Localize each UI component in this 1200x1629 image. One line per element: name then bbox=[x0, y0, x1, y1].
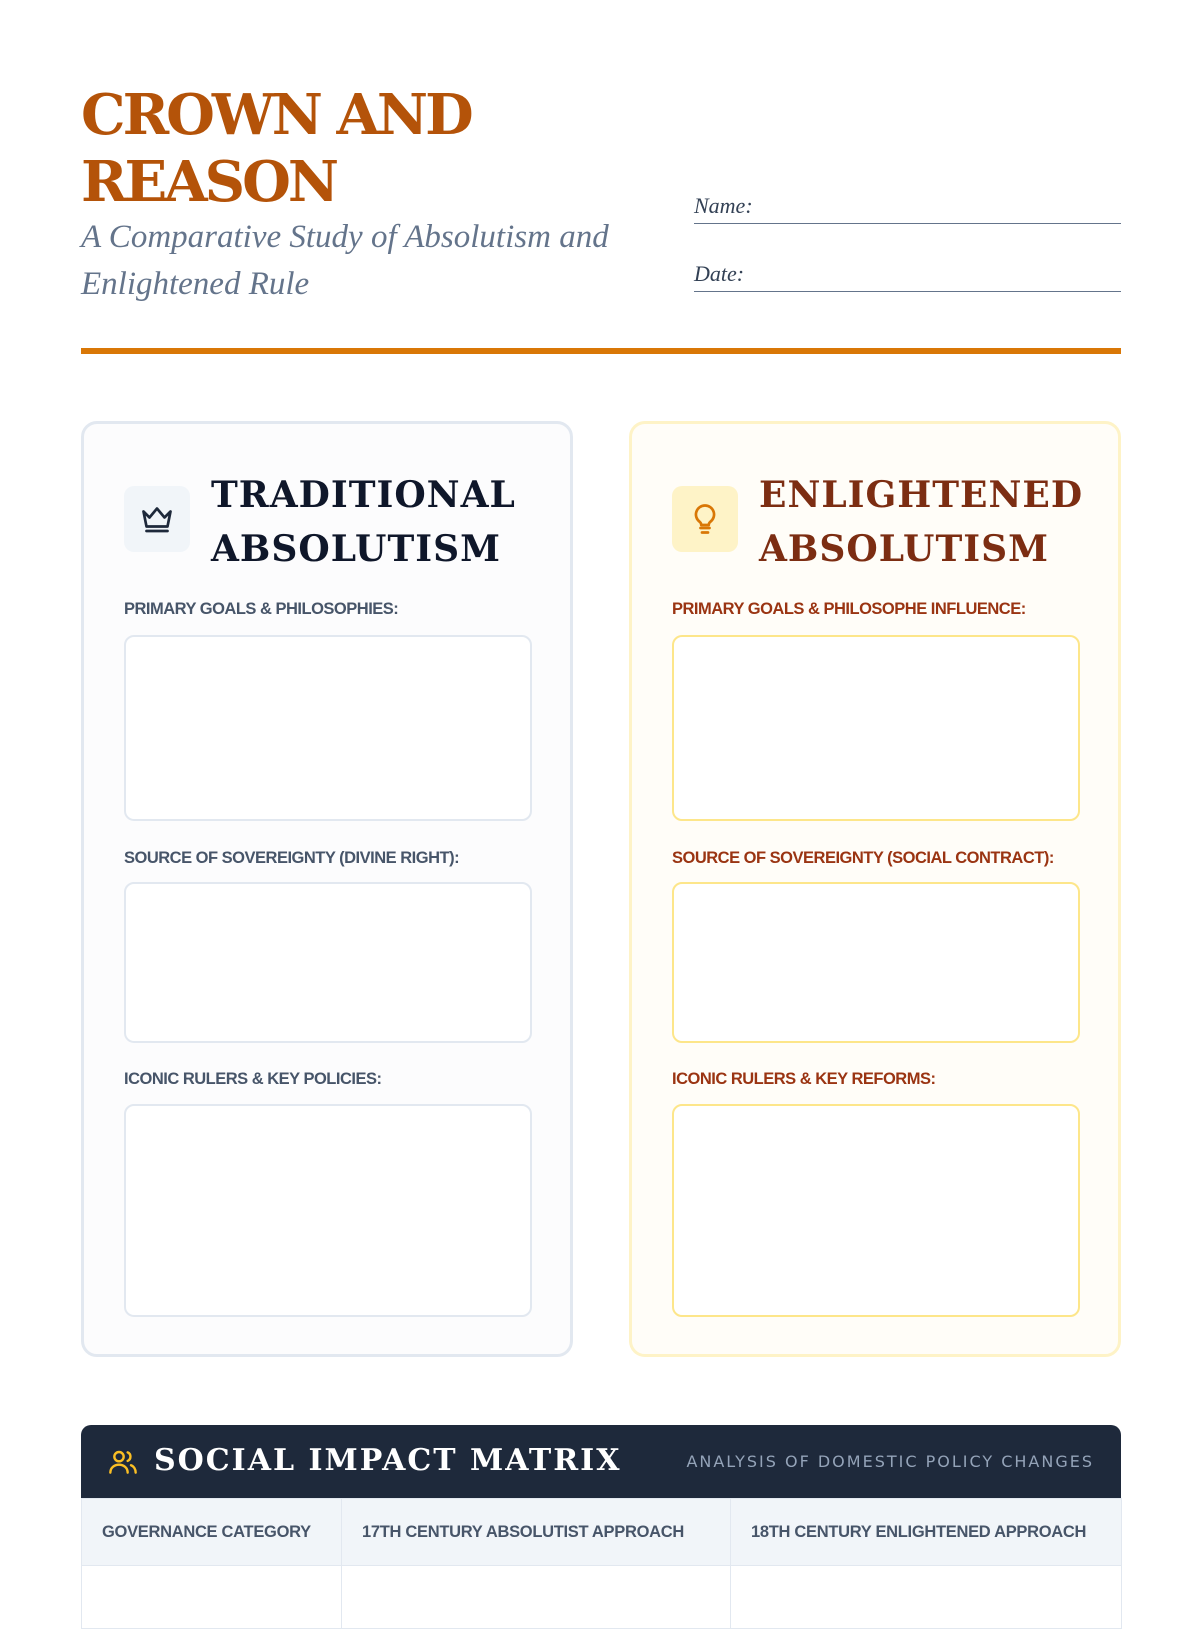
sovereignty-label: SOURCE OF SOVEREIGNTY (SOCIAL CONTRACT): bbox=[672, 849, 1054, 867]
name-field[interactable] bbox=[694, 195, 1121, 224]
date-label: Date: bbox=[694, 261, 745, 286]
table-cell[interactable] bbox=[731, 1566, 1122, 1629]
date-field[interactable] bbox=[694, 263, 1121, 292]
page-title: CROWN AND REASON bbox=[81, 82, 471, 215]
sovereignty-label: SOURCE OF SOVEREIGNTY (DIVINE RIGHT): bbox=[124, 849, 460, 867]
column-header: GOVERNANCE CATEGORY bbox=[82, 1499, 342, 1566]
rulers-answer-box[interactable] bbox=[124, 1104, 532, 1317]
goals-label: PRIMARY GOALS & PHILOSOPHE INFLUENCE: bbox=[672, 600, 1026, 618]
table-header-row bbox=[82, 1499, 1122, 1566]
header-divider bbox=[81, 348, 1121, 354]
panel-title: ENLIGHTENED ABSOLUTISM bbox=[759, 474, 1084, 570]
reforms-label: ICONIC RULERS & KEY REFORMS: bbox=[672, 1070, 936, 1088]
crown-icon bbox=[124, 486, 190, 552]
sovereignty-answer-box[interactable] bbox=[672, 882, 1080, 1043]
goals-answer-box[interactable] bbox=[124, 635, 532, 821]
rulers-label: ICONIC RULERS & KEY POLICIES: bbox=[124, 1070, 382, 1088]
sovereignty-answer-box[interactable] bbox=[124, 882, 532, 1043]
table-cell[interactable] bbox=[82, 1566, 342, 1629]
table-row bbox=[82, 1566, 1122, 1629]
matrix-table bbox=[81, 1498, 1122, 1629]
column-header: 18TH CENTURY ENLIGHTENED APPROACH bbox=[731, 1499, 1122, 1566]
users-icon bbox=[107, 1446, 139, 1483]
column-header: 17TH CENTURY ABSOLUTIST APPROACH bbox=[342, 1499, 731, 1566]
lightbulb-icon bbox=[672, 486, 738, 552]
goals-answer-box[interactable] bbox=[672, 635, 1080, 821]
matrix-subtitle: ANALYSIS OF DOMESTIC POLICY CHANGES bbox=[686, 1452, 1094, 1471]
page-subtitle: A Comparative Study of Absolutism and Enlightened Rule bbox=[81, 219, 609, 302]
name-label: Name: bbox=[694, 193, 753, 218]
reforms-answer-box[interactable] bbox=[672, 1104, 1080, 1317]
social-impact-matrix bbox=[81, 1425, 1121, 1629]
matrix-header bbox=[81, 1425, 1121, 1498]
panel-title: TRADITIONAL ABSOLUTISM bbox=[211, 474, 516, 570]
enlightened-absolutism-panel bbox=[629, 421, 1121, 1357]
goals-label: PRIMARY GOALS & PHILOSOPHIES: bbox=[124, 600, 399, 618]
traditional-absolutism-panel bbox=[81, 421, 573, 1357]
matrix-title: SOCIAL IMPACT MATRIX bbox=[154, 1443, 622, 1478]
table-cell[interactable] bbox=[342, 1566, 731, 1629]
